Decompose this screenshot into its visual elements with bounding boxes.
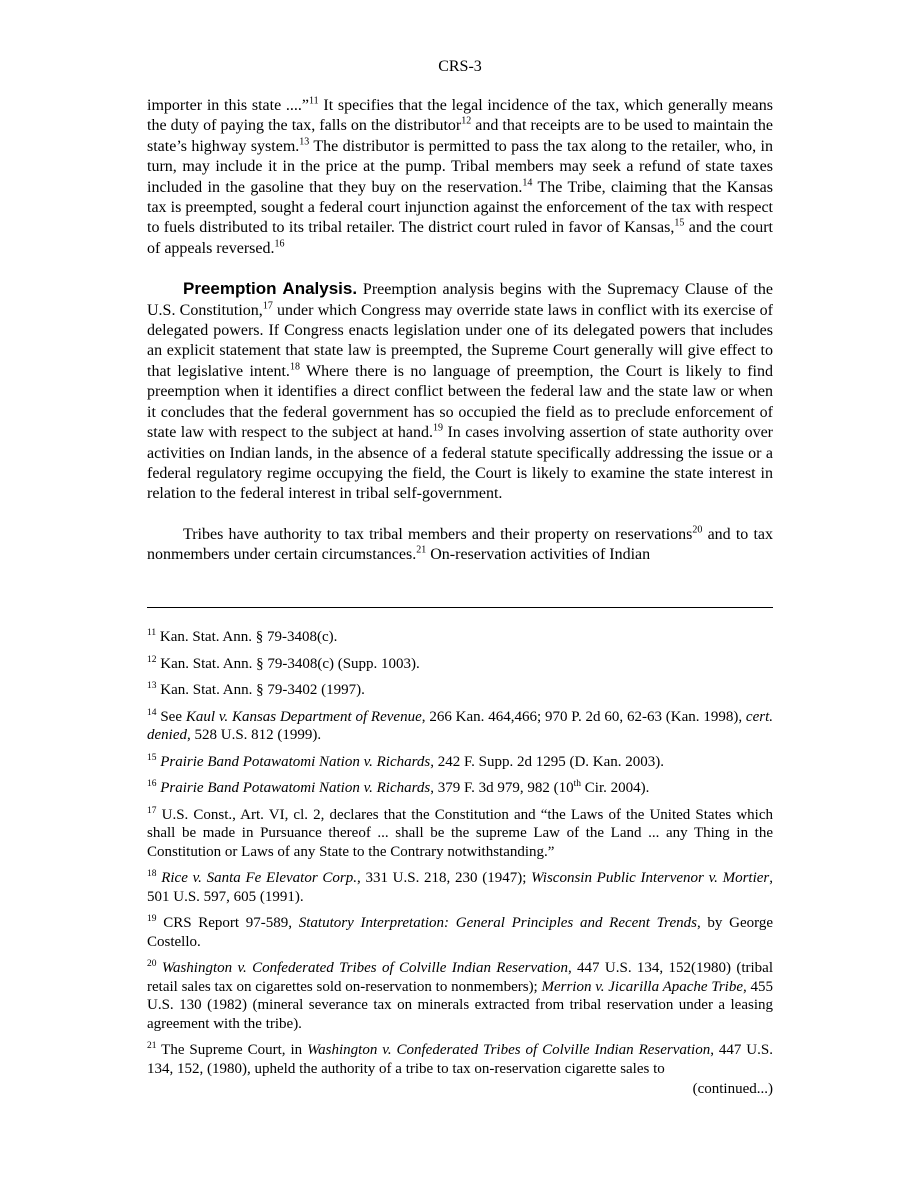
italic-citation: Washington v. Confederated Tribes of Colville Indian Reservation [161,960,568,976]
footnote-number: 12 [147,654,157,665]
text-run: Cir. 2004). [581,780,650,796]
text-run: , 447 U.S. 134, 152, (1980), upheld the authority of a tribe to tax on-reservation cigarette sales to [147,1042,773,1077]
text-run: , 331 U.S. 218, 230 (1947); [356,870,532,886]
footnote-18 [147,869,773,906]
text-run: CRS Report 97-589, [163,915,299,931]
footnote-number: 16 [147,779,157,789]
text-run: In cases involving assertion of state authority over activities on Indian lands, in the absence of a federal statute specifically addressing the issue or a federal regulatory regime occupying the field, the Court is likely to examine the state interest in relation to the federal interest in tribal self-government. [147,424,773,503]
footnote-ref: 14 [522,177,533,189]
footnote-number: 19 [147,914,157,924]
text-run: The Supreme Court, in [161,1042,308,1058]
footnote-19 [147,914,773,951]
text-run: importer in this state ....” [147,97,309,114]
text-run: and the court of appeals reversed. [147,219,773,257]
text-run: , 455 U.S. 130 (1982) (mineral severance tax on minerals extracted from tribal reservation under a leasing agreement with the tribe). [147,978,774,1032]
paragraph-1 [147,96,773,259]
footnote-12 [147,655,773,674]
footnote-ref: 13 [299,136,310,148]
italic-citation: Merrion v. Jicarilla Apache Tribe [541,978,743,995]
italic-citation: Kaul v. Kansas Department of Revenue [185,708,422,725]
footnote-14 [147,708,773,745]
footnote-number: 15 [147,752,157,763]
footnote-number: 14 [147,707,157,718]
page-header [0,57,920,77]
text-run: Where there is no language of preemption, the Court is likely to find preemption when it identifies a direct conflict between the federal law and the state law or when it concludes that the federal government has so occupied the field as to preclude enforcement of state law with respect to the subject at hand. [147,362,774,442]
footnote-separator [147,607,773,608]
page-number: CRS-3 [438,58,482,75]
text-run: The Tribe, claiming that the Kansas tax is preempted, sought a federal court injunction against the enforcement of the tax with respect to fuels distributed to its tribal retailer. The district court ruled in favor of Kansas, [147,178,773,237]
footnote-ref: th [573,779,582,789]
text-run: On-reservation activities of Indian [426,546,651,564]
footnote-number: 17 [147,805,157,816]
text-run: , 501 U.S. 597, 605 (1991). [147,870,773,905]
italic-citation: cert. denied [147,708,773,743]
text-run: It specifies that the legal incidence of the tax, which generally means the duty of paying the tax, falls on the distributor [147,97,773,135]
footnotes [147,628,773,1099]
footnote-number: 11 [147,628,157,638]
italic-citation: Washington v. Confederated Tribes of Colville Indian Reservation [307,1042,711,1058]
footnote-ref: 20 [692,524,703,536]
text-run: and that receipts are to be used to maintain the state’s highway system. [147,117,773,155]
text-run: The distributor is permitted to pass the tax along to the retailer, who, in turn, may include it in the price at the pump. Tribal members may seek a refund of state taxes included in the gasoline that they buy on the reservation. [147,137,773,196]
text-run: Preemption analysis begins with the Supremacy Clause of the U.S. Constitution, [147,281,773,319]
footnote-number: 21 [147,1041,157,1051]
text-run: , 266 Kan. 464,466; 970 P. 2d 60, 62-63 (Kan. 1998), [421,708,746,725]
text-run: See [160,708,186,725]
text-run: Tribes have authority to tax tribal members and their property on reservations [183,525,693,543]
text-run: Kan. Stat. Ann. § 79-3402 (1997). [160,682,365,698]
text-run: , by George Costello. [147,915,773,950]
footnote-number: 20 [147,959,157,969]
footnote-21 [147,1041,773,1078]
text-run: , 379 F. 3d 979, 982 (10 [430,780,574,796]
footnote-number: 18 [147,869,157,879]
footnote-17 [147,806,773,862]
text-run: Kan. Stat. Ann. § 79-3408(c) (Supp. 1003). [160,655,420,672]
text-run: , 528 U.S. 812 (1999). [186,727,322,743]
italic-citation: Prairie Band Potawatomi Nation v. Richards [160,753,431,770]
body-text [147,96,773,566]
text-run: and to tax nonmembers under certain circumstances. [147,525,774,564]
paragraph-3 [147,525,773,566]
footnote-ref: 15 [674,218,685,230]
footnote-ref: 19 [433,422,443,434]
text-run: under which Congress may override state laws in conflict with its exercise of delegated powers. If Congress enacts legislation under one of its delegated powers that includes an explicit statement that state law is preempted, the Supreme Court generally will give effect to that legislative intent. [147,301,773,380]
text-run: , 242 F. Supp. 2d 1295 (D. Kan. 2003). [430,753,665,770]
italic-citation: Rice v. Santa Fe Elevator Corp. [161,870,357,886]
footnote-20 [147,959,773,1033]
italic-citation: Wisconsin Public Intervenor v. Mortier [531,870,770,886]
footnote-ref: 21 [416,544,427,556]
footnote-13 [147,681,773,700]
italic-citation: Statutory Interpretation: General Principles and Recent Trends [298,915,697,931]
footnote-ref: 12 [461,116,472,128]
run-in-heading: Preemption Analysis. [183,279,358,299]
footnote-16 [147,779,773,798]
footnote-15 [147,753,773,772]
footnote-ref: 17 [262,300,273,312]
footnote-ref: 16 [274,238,285,250]
italic-citation: Prairie Band Potawatomi Nation v. Richards [160,780,431,796]
continued-label: (continued...) [692,1081,773,1097]
text-run: , 447 U.S. 134, 152(1980) (tribal retail sales tax on cigarettes sold on-reservation to nonmembers); [147,960,773,995]
footnote-list [147,628,773,1078]
footnote-ref: 18 [289,361,300,373]
text-run: U.S. Const., Art. VI, cl. 2, declares that the Constitution and “the Laws of the United States which shall be made in Pursuance thereof ... shall be the supreme Law of the Land ... any Thing in the Constitution or Laws of any State to the Contrary notwithstanding.” [147,806,773,860]
paragraph-preemption-analysis [147,279,773,504]
footnote-ref: 11 [309,95,319,107]
text-run: Kan. Stat. Ann. § 79-3408(c). [159,629,338,645]
footnote-11 [147,628,773,647]
footnote-number: 13 [147,681,157,691]
